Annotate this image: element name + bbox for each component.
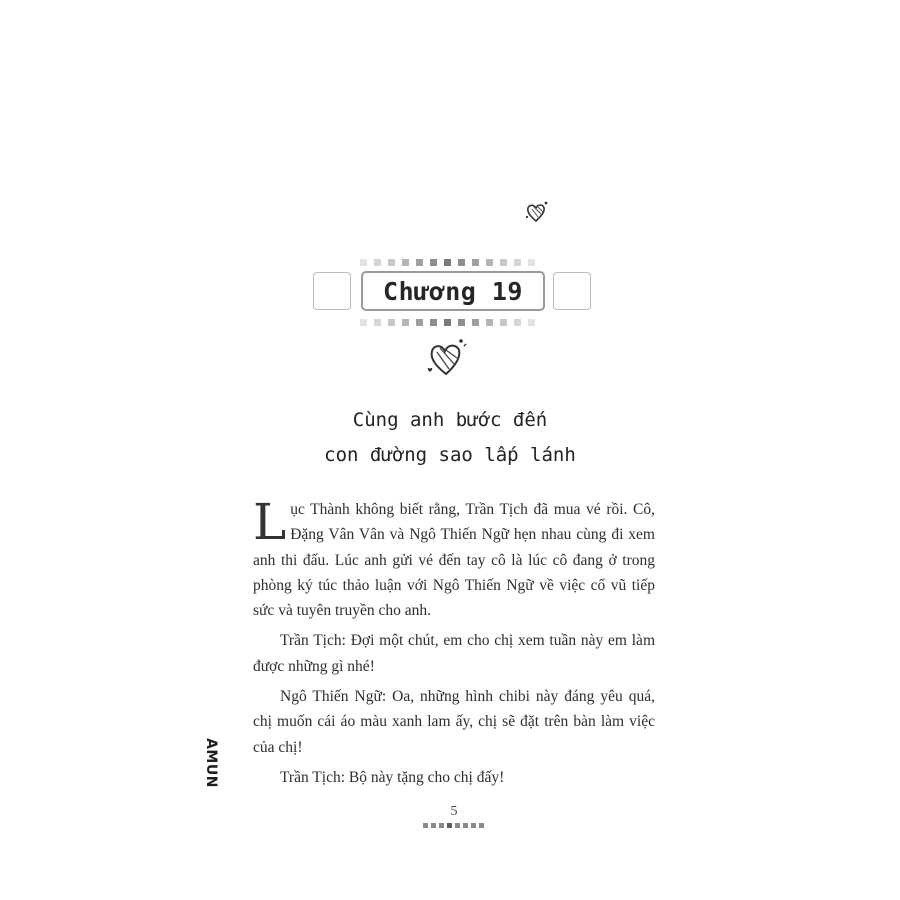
- paragraph: Ngô Thiến Ngữ: Oa, những hình chibi này đáng yêu quá, chị muốn cái áo màu xanh lam ấy, chị sẽ đặt trên bàn làm việc của chị!: [253, 688, 655, 756]
- page-number-dots: [423, 823, 484, 828]
- filmstrip-frame-left: [313, 272, 351, 310]
- paragraph: [253, 493, 655, 623]
- paragraph-text: ục Thành không biết rằng, Trần Tịch đã mua vé rồi. Cô, Đặng Vân Vân và Ngô Thiến Ngữ hẹn nhau cùng đi xem anh thi đấu. Lúc anh gửi vé đến tay cô là lúc cô đang ở trong phòng ký túc thảo luận với Ngô Thiến Ngữ về việc cổ vũ tiếp sức và tuyên truyền cho anh.: [253, 501, 655, 620]
- publisher-logo: AMUN: [203, 738, 219, 788]
- filmstrip-dots-top: [360, 259, 535, 266]
- heart-icon: [424, 336, 468, 380]
- chapter-subtitle-line1: Cùng anh bước đến: [352, 409, 548, 431]
- paragraph: Trần Tịch: Đợi một chút, em cho chị xem tuần này em làm được những gì nhé!: [253, 632, 655, 675]
- filmstrip-dots-bottom: [360, 319, 535, 326]
- paragraph: Trần Tịch: Bộ này tặng cho chị đấy!: [280, 768, 505, 786]
- heart-icon: [524, 199, 550, 225]
- chapter-subtitle-line2: con đường sao lấp lánh: [324, 444, 576, 466]
- page-number: 5: [450, 804, 458, 819]
- body-text: [253, 493, 655, 795]
- drop-cap: L: [253, 493, 287, 551]
- chapter-title: Chương 19: [383, 276, 523, 306]
- filmstrip-frame-right: [553, 272, 591, 310]
